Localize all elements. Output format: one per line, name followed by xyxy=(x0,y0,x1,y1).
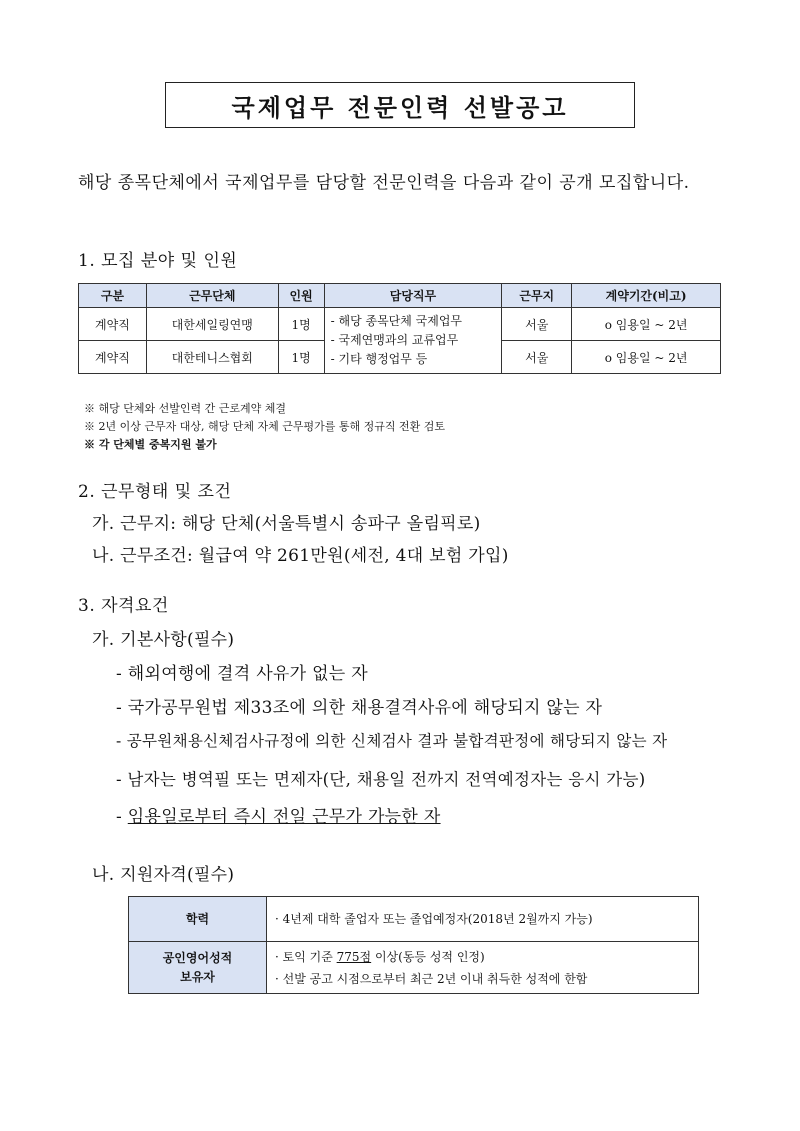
recruitment-table xyxy=(78,283,721,374)
row-period: o 임용일 ~ 2년 xyxy=(572,341,721,374)
work-location: 가. 근무지: 해당 단체(서울특별시 송파구 올림픽로) xyxy=(92,514,481,534)
basic-item: - 공무원채용신체검사규정에 의한 신체검사 결과 불합격판정에 해당되지 않는 자 xyxy=(116,732,668,750)
header-org: 근무단체 xyxy=(146,284,278,308)
row-location: 서울 xyxy=(502,341,572,374)
duty-cell xyxy=(324,308,502,374)
note: ※ 2년 이상 근무자 대상, 해당 단체 자체 근무평가를 통해 정규직 전환 검토 xyxy=(84,420,445,433)
row-count: 1명 xyxy=(278,341,324,374)
header-type: 구분 xyxy=(79,284,147,308)
header-count: 인원 xyxy=(278,284,324,308)
section3-heading: 3. 자격요건 xyxy=(78,596,169,616)
header-duty: 담당직무 xyxy=(324,284,502,308)
eng-line xyxy=(275,946,698,968)
table-row xyxy=(129,897,699,942)
eng-line-pre: · 토익 기준 xyxy=(275,949,337,964)
basic-item-underlined: 임용일로부터 즉시 전일 근무가 가능한 자 xyxy=(127,807,441,827)
edu-text: · 4년제 대학 졸업자 또는 졸업예정자(2018년 2월까지 가능) xyxy=(267,897,699,942)
intro-text: 해당 종목단체에서 국제업무를 담당할 전문인력을 다음과 같이 공개 모집합니다. xyxy=(78,173,690,193)
row-count: 1명 xyxy=(278,308,324,341)
basic-item: - 국가공무원법 제33조에 의한 채용결격사유에 해당되지 않는 자 xyxy=(116,698,603,718)
row-org: 대한테니스협회 xyxy=(146,341,278,374)
eng-label-line: 보유자 xyxy=(180,969,215,984)
title-box xyxy=(165,82,635,128)
eng-line-post: 이상(동등 성적 인정) xyxy=(371,949,485,964)
duty-item: - 국제연맹과의 교류업무 xyxy=(330,333,459,347)
eng-text xyxy=(267,942,699,994)
section1-heading: 1. 모집 분야 및 인원 xyxy=(78,251,238,271)
edu-label: 학력 xyxy=(129,897,267,942)
basic-heading: 가. 기본사항(필수) xyxy=(92,630,235,650)
duty-item: - 해당 종목단체 국제업무 xyxy=(330,314,463,328)
basic-item-dash: - xyxy=(116,807,128,827)
page-title: 국제업무 전문인력 선발공고 xyxy=(231,92,569,122)
section2-heading: 2. 근무형태 및 조건 xyxy=(78,482,232,502)
basic-item xyxy=(116,802,441,827)
qualification-heading: 나. 지원자격(필수) xyxy=(92,865,235,885)
eng-label xyxy=(129,942,267,994)
row-type: 계약직 xyxy=(79,341,147,374)
table-header-row xyxy=(79,284,721,308)
eng-label-line: 공인영어성적 xyxy=(162,950,233,965)
row-type: 계약직 xyxy=(79,308,147,341)
work-conditions: 나. 근무조건: 월급여 약 261만원(세전, 4대 보험 가입) xyxy=(92,546,509,566)
note-bold: ※ 각 단체별 중복지원 불가 xyxy=(84,438,217,451)
toeic-score: 775점 xyxy=(336,949,372,964)
row-location: 서울 xyxy=(502,308,572,341)
header-period: 계약기간(비고) xyxy=(572,284,721,308)
basic-item: - 남자는 병역필 또는 면제자(단, 채용일 전까지 전역예정자는 응시 가능) xyxy=(116,770,646,789)
note: ※ 해당 단체와 선발인력 간 근로계약 체결 xyxy=(84,402,286,415)
duty-item: - 기타 행정업무 등 xyxy=(330,352,428,366)
table-row xyxy=(79,308,721,341)
basic-item: - 해외여행에 결격 사유가 없는 자 xyxy=(116,664,368,684)
qualification-table xyxy=(128,896,699,994)
row-period: o 임용일 ~ 2년 xyxy=(572,308,721,341)
header-location: 근무지 xyxy=(502,284,572,308)
eng-line: · 선발 공고 시점으로부터 최근 2년 이내 취득한 성적에 한함 xyxy=(275,971,588,986)
row-org: 대한세일링연맹 xyxy=(146,308,278,341)
table-row xyxy=(129,942,699,994)
